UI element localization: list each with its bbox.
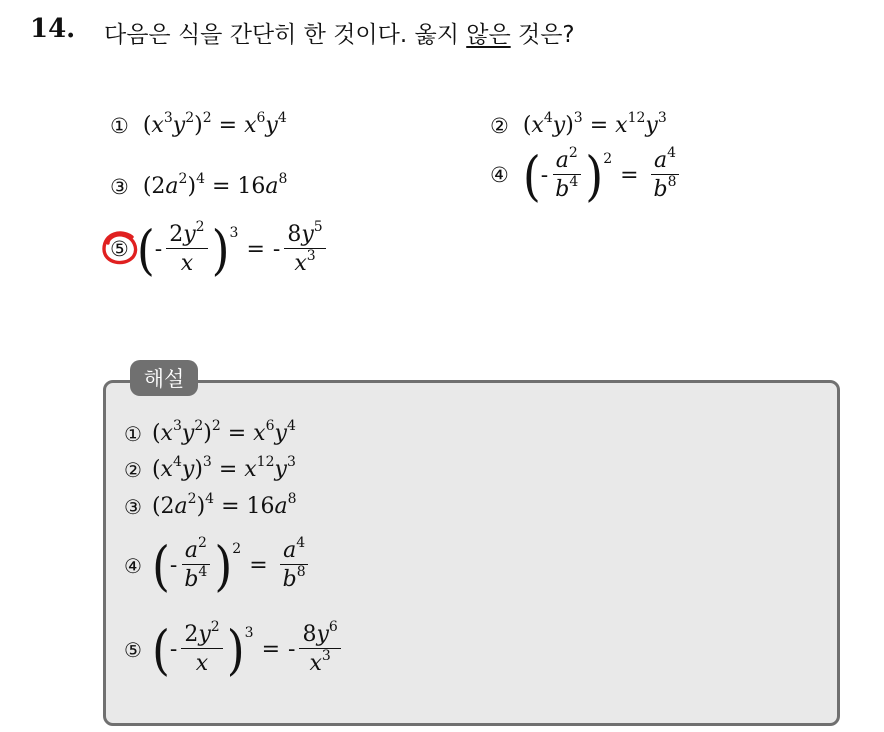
solution-5-expression: ( - $\frac{2y^2}{x}$ ) 3 = - $\frac{8y^6}{x^3}$ <box>152 624 345 675</box>
solution-marker: ⑤ <box>124 637 142 662</box>
solution-marker: ④ <box>124 553 142 578</box>
solution-4-expression: ( - $\frac{a^2}{b^4}$ ) 2 = $\frac{a^4}{b^8}$ <box>152 540 313 591</box>
choice-marker: ⑤ <box>110 237 129 261</box>
choice-1[interactable] <box>110 110 287 138</box>
solution-marker: ② <box>124 458 142 482</box>
solution-line-5 <box>124 618 345 681</box>
question-number: 14. <box>30 14 76 44</box>
solution-2-expression: $(x^4y)^3 = x^{12}y^3$ <box>151 454 296 482</box>
choice-3-expression: $(2a^2)^4 = 16a^8$ <box>142 171 288 199</box>
solution-line-3 <box>124 491 297 519</box>
solution-marker: ① <box>124 422 142 446</box>
choice-marker: ③ <box>110 174 129 199</box>
choice-1-expression: $(x^3y^2)^2 = x^6y^4$ <box>142 110 287 138</box>
choice-2[interactable] <box>490 110 667 138</box>
choice-4[interactable] <box>490 144 684 207</box>
choice-5[interactable] <box>110 218 330 281</box>
solution-1-expression: $(x^3y^2)^2 = x^6y^4$ <box>151 418 296 446</box>
solution-line-1 <box>124 418 296 446</box>
choice-2-expression: $(x^4y)^3 = x^{12}y^3$ <box>522 110 667 138</box>
solution-line-4 <box>124 534 313 597</box>
question-text <box>104 16 575 49</box>
choice-marker: ① <box>110 113 129 138</box>
solution-3-expression: $(2a^2)^4 = 16a^8$ <box>151 491 297 519</box>
question-text-before: 다음은 식을 간단히 한 것이다. 옳지 <box>104 22 467 48</box>
choice-marker: ② <box>490 113 509 138</box>
question-text-underlined: 않은 <box>466 22 511 48</box>
question-text-after: 것은? <box>510 22 575 48</box>
solution-label: 해설 <box>130 360 198 396</box>
solution-line-2 <box>124 454 296 482</box>
choice-4-expression: ( - $\frac{a^2}{b^4}$ ) 2 = $\frac{a^4}{b^8}$ <box>523 150 684 201</box>
choice-3[interactable] <box>110 171 288 199</box>
choice-5-expression: ( - $\frac{2y^2}{x}$ ) 3 = - $\frac{8y^5}{x^3}$ <box>137 224 330 275</box>
choice-marker: ④ <box>490 163 509 187</box>
solution-marker: ③ <box>124 495 142 519</box>
